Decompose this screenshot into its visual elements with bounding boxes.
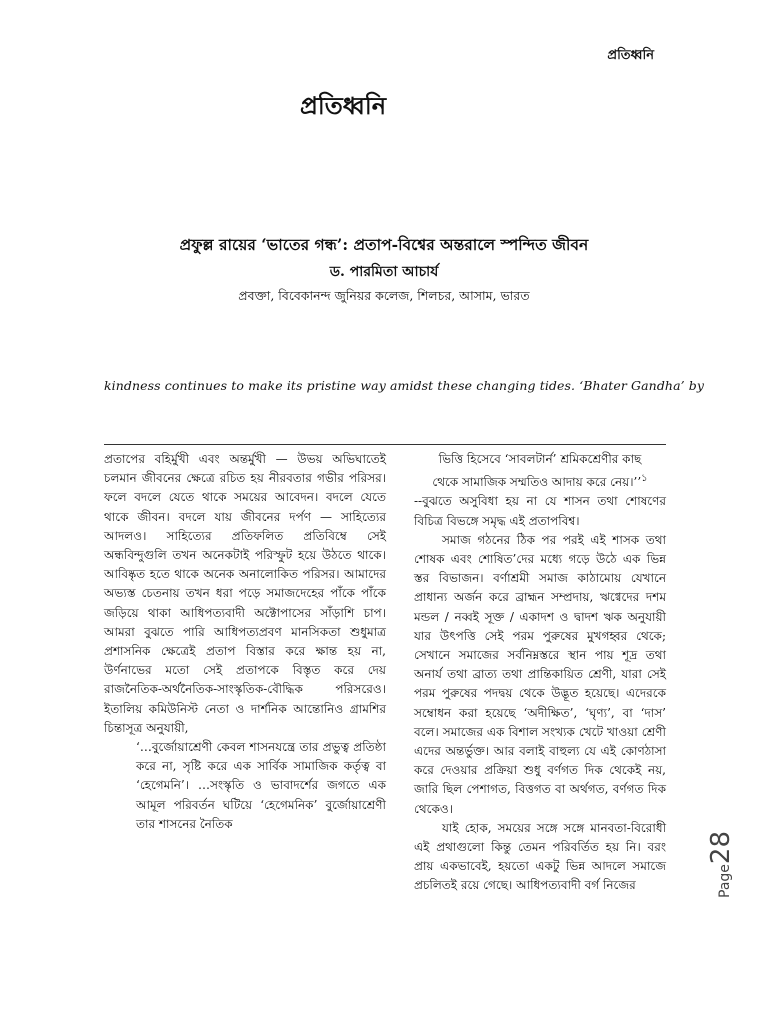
block-quote: ‘…বুর্জোয়াশ্রেণী কেবল শাসনযন্ত্রে তার প্রভুত্ব প্রতিষ্ঠা করে না, সৃষ্টি করে এক সার্বিক সামাজিক কর্তৃত্ব বা ‘হেগেমনি’। …সংস্কৃতি ও ভাবাদর্শের জগতে এক আমূল পরিবর্তন ঘটিয়ে ‘হেগেমনিক’ বুর্জোয়াশ্রেণী তার শাসনের নৈতিক — [136, 740, 386, 831]
section-divider — [104, 444, 666, 445]
quote-end-text: থেকে সামাজিক সম্মতিও আদায় করে নেয়।’’ — [432, 475, 642, 490]
body-paragraph: সমাজ গঠনের ঠিক পর পরই এই শাসক তথা শোষক এবং শোষিত’দের মধ্যে গড়ে উঠে এক ভিন্ন স্তর বিভাজন। বর্ণাশ্রমী সমাজ কাঠামোয় যেখানে প্রাধান্য অর্জন করে ব্রাহ্মন সম্প্রদায়, ঋগ্বেদের দশম মন্ডল / নব্বই সূক্ত / একাদশ ও দ্বাদশ ঋক অনুযায়ী যার উৎপত্তি সেই পরম পুরুষের মুখগহ্বর থেকে; সেখানে সমাজের সর্বনিম্নস্তরে স্থান পায় শূদ্র তথা অনার্য তথা ব্রাত্য তথা প্রান্তিকায়িত শ্রেণী, যারা সেই পরম পুরুষের পদদ্বয় থেকে উদ্ভূত হয়েছে। এদেরকে সম্বোধন করা হয়েছে ‘অদীক্ষিত’, ‘ঘৃণ্য’, বা ‘দাস’ বলে। সমাজের এক বিশাল সংখ্যক খেটে খাওয়া শ্রেণী এদের অন্তর্ভুক্ত। আর বলাই বাহুল্য যে এই কোণঠাসা করে দেওয়ার প্রক্রিয়া শুধু বর্ণগত দিক থেকেই নয়, জারি ছিল পেশাগত, বিত্তগত বা অর্থগত, বর্ণগত দিক থেকেও। — [414, 532, 666, 816]
author-affiliation: প্রবক্তা, বিবেকানন্দ জুনিয়র কলেজ, শিলচর, আসাম, ভারত — [238, 288, 530, 303]
abstract-fragment: kindness continues to make its pristine way amidst these changing tides. ‘Bhater Gandha’ by — [104, 378, 705, 393]
running-head: প্রতিধ্বনি — [607, 48, 654, 63]
page-number — [706, 831, 736, 898]
block-quote-continued-2 — [414, 469, 666, 492]
body-paragraph: যাই হোক, সময়ের সঙ্গে সঙ্গে মানবতা-বিরোধী এই প্রথাগুলো কিন্তু তেমন পরিবর্তিত হয় নি। বরং প্রায় একভাবেই, হয়তো একটু ভিন্ন আদলে সমাজে প্রচলিতই রয়ে গেছে। আধিপত্যবাদী বর্গ নিজের — [414, 820, 666, 893]
body-paragraph: --বুঝতে অসুবিধা হয় না যে শাসন তথা শোষণের বিচিত্র বিভঙ্গে সমৃদ্ধ এই প্রতাপবিশ্ব। — [414, 494, 666, 528]
body-paragraph: প্রতাপের বহির্মুখী এবং অন্তর্মুখী — উভয় অভিঘাতেই চলমান জীবনের ক্ষেত্রে রচিত হয় নীরবতার গভীর পরিসর। ফলে বদলে যেতে থাকে সময়ের আবেদন। বদলে যেতে থাকে জীবন। বদলে যায় জীবনের দর্পণ — সাহিত্যের আদলও। সাহিত্যের প্রতিফলিত প্রতিবিম্বে সেই অন্ধবিন্দুগুলি তখন অনেকটাই পরিস্ফুট হয়ে উঠতে থাকে। আবিষ্কৃত হতে থাকে অনেক অনালোকিত পরিসর। আমাদের অভ্যস্ত চেতনায় তখন ধরা পড়ে সমাজদেহের পাঁকে পাঁকে জড়িয়ে থাকা আধিপত্যবাদী অক্টোপাসের সাঁড়াশি চাপ। আমরা বুঝতে পারি আধিপত্যপ্রবণ মানসিকতা শুধুমাত্র প্রশাসনিক ক্ষেত্রেই প্রতাপ বিস্তার করে ক্ষান্ত হয় না, উর্ণনাভের মতো সেই প্রতাপকে বিস্তৃত করে দেয় রাজনৈতিক-অর্থনৈতিক-সাংস্কৃতিক-বৌদ্ধিক পরিসরেও। ইতালিয় কমিউনিস্ট নেতা ও দার্শনিক আন্তোনিও গ্রামশির চিন্তাসূত্র অনুযায়ী, — [104, 452, 386, 735]
body-column-left — [104, 450, 386, 834]
block-quote-continued: ভিত্তি হিসেবে ‘সাবলটার্ন’ শ্রমিকশ্রেণীর কাছ — [438, 452, 642, 466]
body-column-right — [414, 450, 666, 896]
footnote-ref[interactable]: ১ — [641, 473, 648, 485]
page-word: Page — [717, 864, 733, 898]
journal-title: প্রতিধ্বনি — [300, 91, 387, 120]
page-num: 28 — [706, 831, 736, 865]
article-title: প্রফুল্ল রায়ের ‘ভাতের গন্ধ’: প্রতাপ-বিশ্বের অন্তরালে স্পন্দিত জীবন — [179, 235, 589, 254]
author-name: ড. পারমিতা আচার্য — [329, 264, 439, 280]
